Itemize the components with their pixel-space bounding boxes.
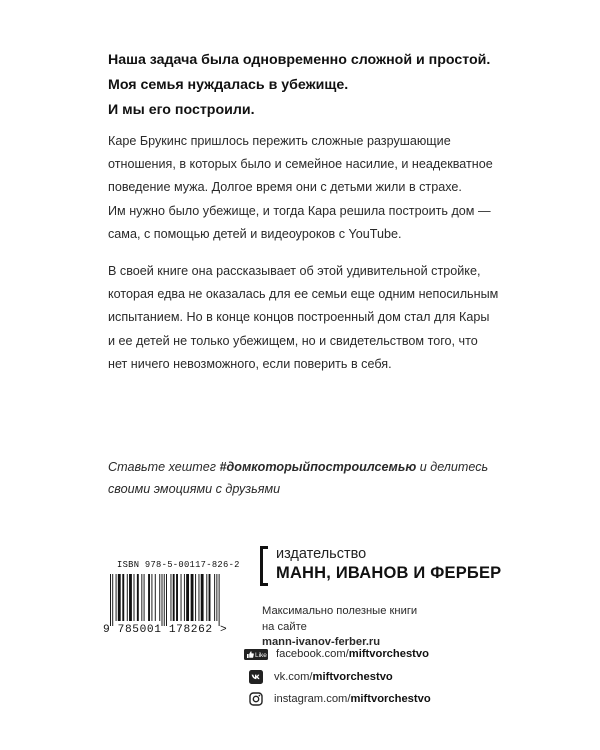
barcode-bar xyxy=(162,574,163,626)
tagline-prefix: на сайте xyxy=(262,620,307,633)
text-line: сама, с помощью детей и видеоуроков с YouTube. xyxy=(108,226,402,241)
text-line: испытанием. Но в конце концов построенный дом стал для Кары xyxy=(108,310,490,325)
facebook-link[interactable]: facebook.com/miftvorchestvo xyxy=(276,648,429,660)
barcode-bar xyxy=(195,574,196,621)
barcode-bar xyxy=(206,574,207,621)
headline-block xyxy=(108,48,528,123)
text-line: отношения, в которых было и семейное насилие, и неадекватное xyxy=(108,157,493,172)
headline-line-1: Наша задача была одновременно сложной и простой. xyxy=(108,52,491,68)
barcode-bar xyxy=(116,574,117,621)
barcode-bar xyxy=(151,574,152,621)
barcode-bar xyxy=(173,574,175,621)
hashtag-after: и делитесь xyxy=(416,460,489,474)
barcode-bar xyxy=(176,574,178,621)
barcode-bar xyxy=(112,574,113,626)
publisher-name: МАНН, ИВАНОВ И ФЕРБЕР xyxy=(276,564,502,582)
barcode-bar xyxy=(141,574,142,621)
facebook-like-icon xyxy=(244,647,268,661)
barcode-digits: 9 785001 178262 > xyxy=(103,624,228,636)
text-line: и ее детей не только убежищем, но и свидетельством того, что xyxy=(108,333,478,348)
isbn-barcode xyxy=(100,560,240,652)
text-line: нет ничего невозможного, если поверить в себя. xyxy=(108,356,392,371)
barcode-bar xyxy=(201,574,204,621)
social-vk[interactable] xyxy=(244,668,504,686)
barcode-bar xyxy=(181,574,182,621)
social-instagram[interactable] xyxy=(244,690,504,708)
barcode-bar xyxy=(219,574,220,626)
barcode-bar xyxy=(191,574,194,621)
barcode-bar xyxy=(214,574,215,621)
like-label: Like xyxy=(255,651,267,659)
barcode-bar xyxy=(155,574,156,621)
hashtag-before: Ставьте хештег xyxy=(108,460,220,474)
barcode-bars xyxy=(110,574,222,626)
barcode-bar xyxy=(164,574,165,626)
text-line: Каре Брукинс пришлось пережить сложные разрушающие xyxy=(108,134,451,148)
description-paragraph-2 xyxy=(108,260,508,376)
barcode-bar xyxy=(166,574,167,626)
social-facebook[interactable] xyxy=(244,645,504,663)
barcode-bar xyxy=(122,574,124,621)
vk-icon xyxy=(248,670,264,684)
vk-link[interactable]: vk.com/miftvorchestvo xyxy=(274,671,393,683)
hashtag-callout xyxy=(108,456,508,500)
barcode-bar xyxy=(184,574,185,621)
barcode-bar xyxy=(170,574,171,621)
barcode-bar xyxy=(159,574,160,621)
barcode-bar xyxy=(137,574,139,621)
publisher-logo xyxy=(260,546,500,604)
barcode-bar xyxy=(209,574,211,621)
barcode-bar xyxy=(134,574,135,621)
text-line: которая едва не оказалась для ее семьи еще одним непосильным xyxy=(108,287,499,302)
hashtag-line-2: своими эмоциями с друзьями xyxy=(108,482,281,496)
headline-line-3: И мы его построили. xyxy=(108,102,255,118)
instagram-link[interactable]: instagram.com/miftvorchestvo xyxy=(274,693,431,705)
text-line: Им нужно было убежище, и тогда Кара решила построить дом — xyxy=(108,203,491,218)
text-line: поведение мужа. Долгое время они с детьми жили в страхе. xyxy=(108,180,462,195)
publisher-label: издательство xyxy=(276,546,367,562)
barcode-bar xyxy=(186,574,189,621)
website-link[interactable]: mann-ivanov-ferber.ru xyxy=(262,636,381,648)
barcode-bar xyxy=(129,574,132,621)
headline-line-2: Моя семья нуждалась в убежище. xyxy=(108,77,349,93)
barcode-bar xyxy=(148,574,150,621)
instagram-icon xyxy=(248,692,264,706)
barcode-bar xyxy=(110,574,111,626)
barcode-bar xyxy=(127,574,128,621)
barcode-bar xyxy=(144,574,145,621)
tagline-line-1: Максимально полезные книги xyxy=(262,605,418,617)
text-line: В своей книге она рассказывает об этой удивительной стройке, xyxy=(108,264,481,278)
bracket-mark xyxy=(260,546,268,586)
hashtag-line-1 xyxy=(108,456,508,478)
isbn-number: ISBN 978-5-00117-826-2 xyxy=(117,560,240,570)
barcode-bar xyxy=(198,574,199,621)
publisher-tagline xyxy=(262,604,417,651)
hashtag-tag: #домкоторыйпостроилсемью xyxy=(219,460,417,474)
barcode-bar xyxy=(216,574,217,621)
barcode-bar xyxy=(118,574,121,621)
description-paragraph-1 xyxy=(108,130,508,246)
